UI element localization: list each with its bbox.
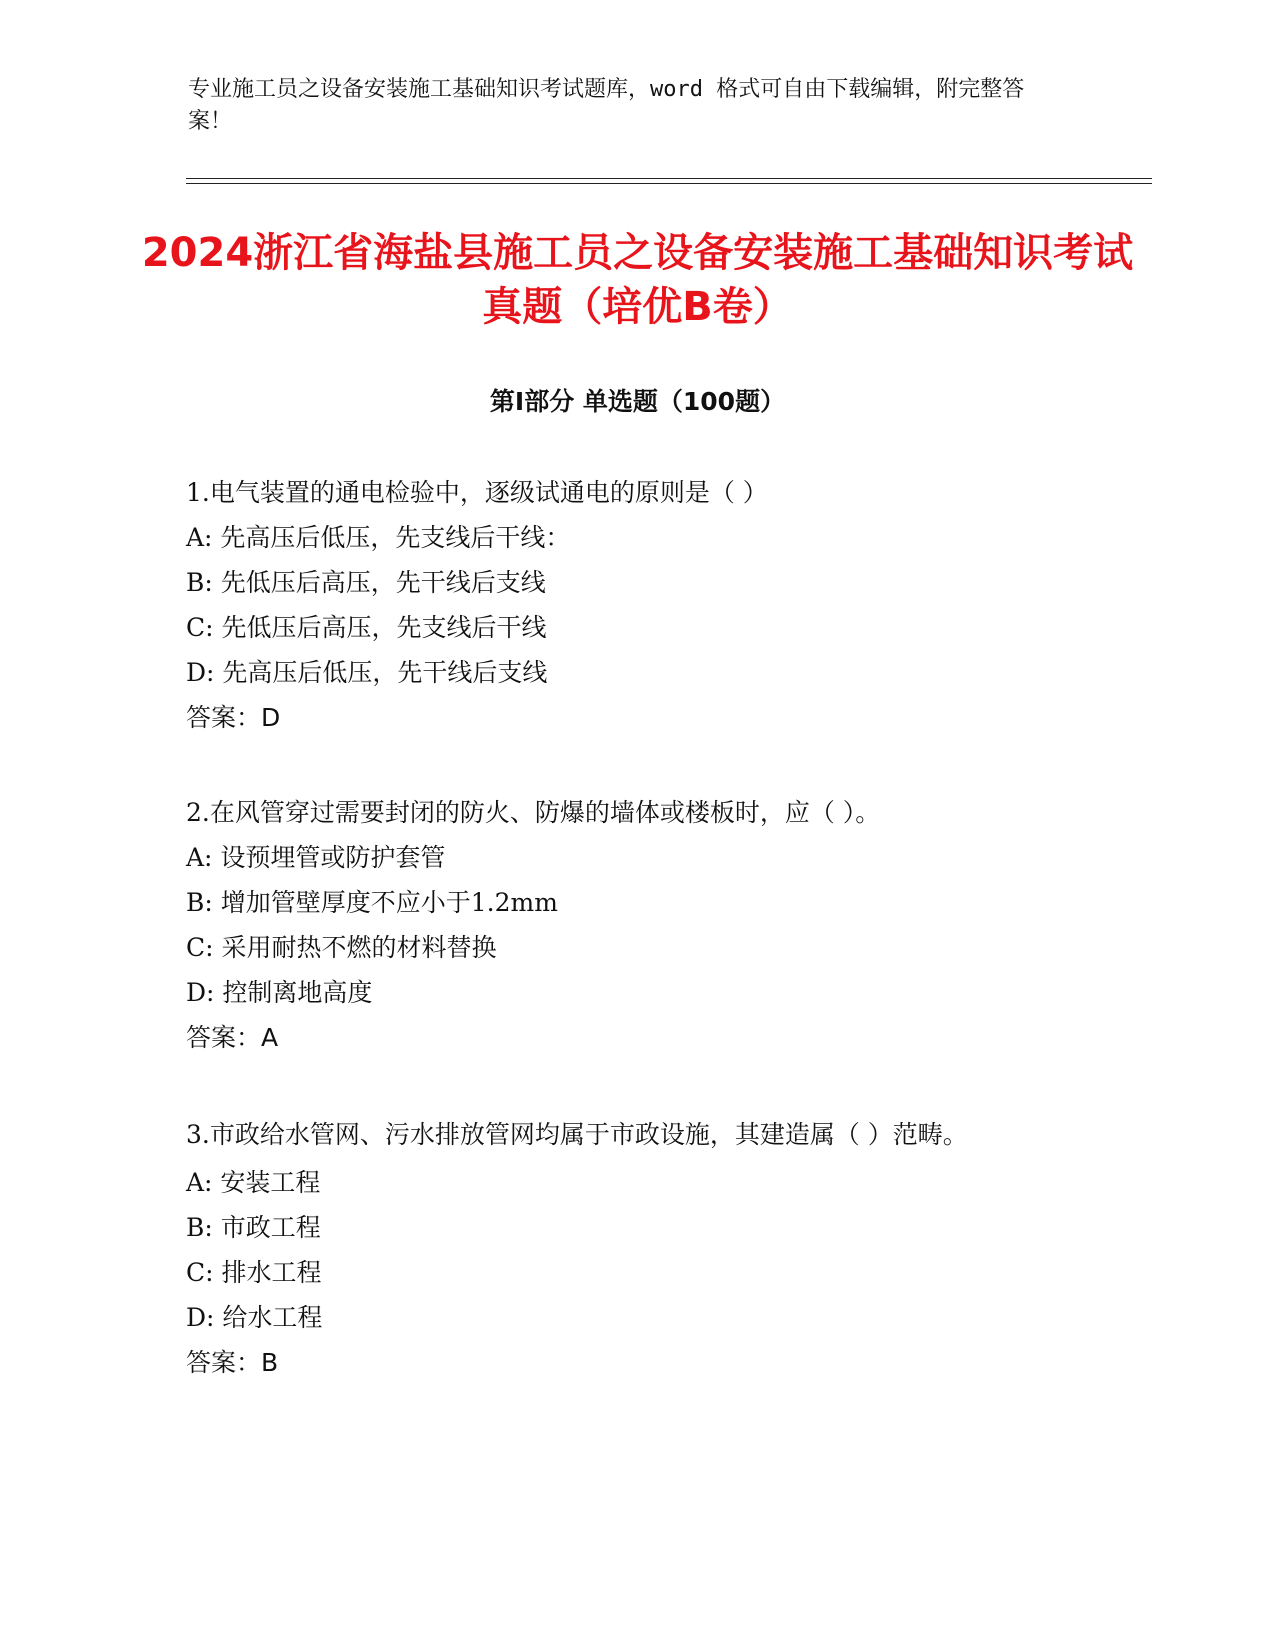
question-3 (186, 1110, 1086, 1385)
option-a: A: 先高压后低压，先支线后干线： (186, 523, 571, 552)
question-stem: 1.电气装置的通电检验中，逐级试通电的原则是（ ） (186, 478, 768, 507)
answer: 答案：B (186, 1348, 279, 1377)
option-c: C: 排水工程 (186, 1258, 322, 1287)
header-divider-bottom (186, 183, 1152, 184)
option-b: B: 增加管壁厚度不应小于1.2mm (186, 888, 558, 917)
question-2 (186, 790, 1086, 1060)
section-title: 第Ⅰ部分 单选题（100题） (489, 387, 786, 416)
question-stem: 2.在风管穿过需要封闭的防火、防爆的墙体或楼板时，应（ ）。 (186, 798, 881, 827)
option-a: A: 安装工程 (186, 1168, 321, 1197)
document-title: 2024浙江省海盐县施工员之设备安装施工基础知识考试真题（培优B卷） (141, 230, 1134, 330)
option-c: C: 采用耐热不燃的材料替换 (186, 933, 497, 962)
option-c: C: 先低压后高压，先支线后干线 (186, 613, 547, 642)
question-1 (186, 470, 1086, 740)
option-d: D: 先高压后低压，先干线后支线 (186, 658, 548, 687)
header-note: 专业施工员之设备安装施工基础知识考试题库，word 格式可自由下载编辑，附完整答案！ (188, 77, 1025, 134)
option-d: D: 给水工程 (186, 1303, 323, 1332)
option-d: D: 控制离地高度 (186, 978, 373, 1007)
answer: 答案：D (186, 703, 281, 732)
header-divider-top (186, 178, 1152, 179)
option-a: A: 设预埋管或防护套管 (186, 843, 446, 872)
option-b: B: 先低压后高压，先干线后支线 (186, 568, 546, 597)
question-stem: 3.市政给水管网、污水排放管网均属于市政设施，其建造属（ ）范畴。 (186, 1120, 968, 1149)
option-b: B: 市政工程 (186, 1213, 321, 1242)
answer: 答案：A (186, 1023, 279, 1052)
